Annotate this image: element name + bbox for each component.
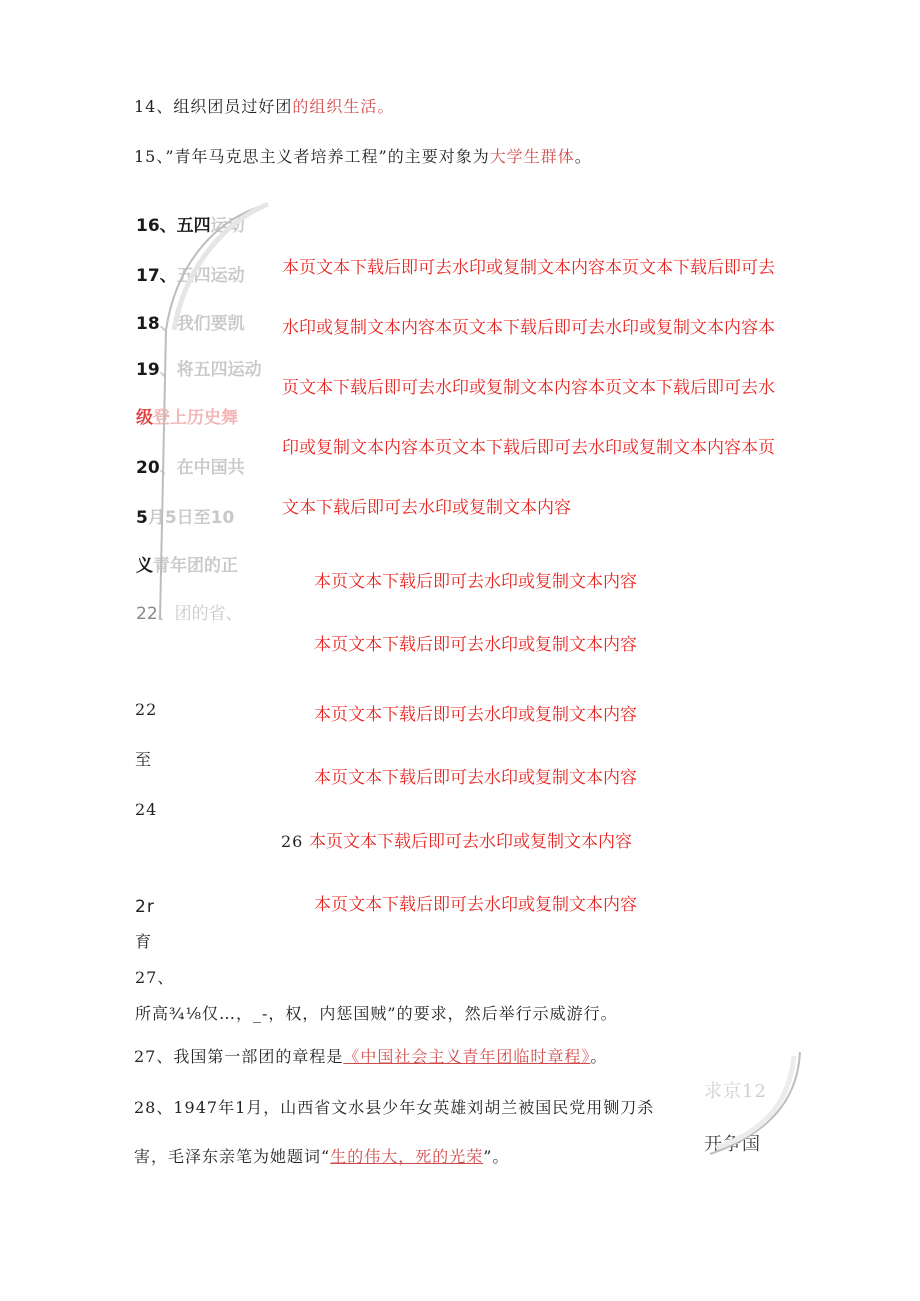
item-17-num: 17、	[136, 266, 177, 286]
item-18-num: 18	[136, 314, 160, 334]
item-27-charter-answer: 《中国社会主义青年团临时章程》	[343, 1047, 591, 1066]
item-19-rest: 、将五四运动	[159, 360, 262, 380]
item-18-rest: 、我们要凯	[159, 314, 245, 334]
item-14-answer: 的组织生活。	[292, 97, 395, 116]
item-15-text: 15、”青年马克思主义者培养工程”的主要对象为	[134, 147, 490, 166]
item-19b-num: 级	[136, 408, 153, 428]
item-28-line-2	[134, 1146, 509, 1168]
item-20b-rest: 月5日至10	[147, 508, 235, 528]
item-21-rest: 、团的省、	[157, 604, 243, 624]
item-22-label: 22	[135, 700, 158, 719]
item-14	[134, 96, 394, 118]
item-2r-label: 2r	[135, 897, 155, 917]
watermark-single-5: 本页文本下载后即可去水印或复制文本内容	[309, 832, 632, 852]
item-27-charter	[134, 1046, 607, 1068]
item-24-label: 24	[135, 800, 158, 819]
item-26-label: 26	[281, 832, 304, 851]
item-28-suffix: ”。	[483, 1147, 510, 1166]
item-27-charter-text: 27、我国第一部团的章程是	[134, 1047, 344, 1066]
item-27-label: 27、	[135, 968, 175, 987]
item-15-answer: 大学生群体	[489, 147, 575, 166]
watermark-single-6: 本页文本下载后即可去水印或复制文本内容	[314, 895, 637, 915]
item-27-continuation: 所高¾⅛仅…，_-，权，内惩国贼”的要求，然后举行示威游行。	[135, 1004, 618, 1023]
item-20c-num: 义	[136, 556, 153, 576]
item-20-rest: 、在中国共	[159, 458, 245, 478]
item-zhi-label: 至	[135, 750, 153, 769]
page-curl-right	[690, 1050, 810, 1160]
item-17-rest: 五四运动	[176, 266, 245, 286]
item-28-answer: 生的伟大，死的光荣	[330, 1147, 484, 1166]
watermark-single-1: 本页文本下载后即可去水印或复制文本内容	[314, 572, 637, 592]
watermark-line-2: 水印或复制文本内容本页文本下载后即可去水印或复制文本内容本	[282, 318, 775, 338]
right-fade-text-2: 开争国	[704, 1134, 761, 1155]
watermark-line-5: 文本下载后即可去水印或复制文本内容	[282, 498, 571, 518]
item-28-line-1: 28、1947年1月，山西省文水县少年女英雄刘胡兰被国民党用铡刀杀	[134, 1098, 655, 1117]
watermark-single-4: 本页文本下载后即可去水印或复制文本内容	[314, 768, 637, 788]
item-20c-rest: 青年团的正	[153, 556, 238, 576]
item-14-text: 14、组织团员过好团	[134, 97, 293, 116]
item-27-charter-suffix: 。	[590, 1047, 608, 1066]
watermark-single-2: 本页文本下载后即可去水印或复制文本内容	[314, 635, 637, 655]
item-19b-rest: 登上历史舞	[153, 408, 238, 428]
item-28-text: 害，毛泽东亲笔为她题词“	[134, 1147, 331, 1166]
item-19-num: 19	[136, 360, 160, 380]
item-15	[134, 146, 592, 168]
item-16-num: 16、五四	[136, 216, 211, 236]
watermark-line-3: 页文本下载后即可去水印或复制文本内容本页文本下载后即可去水	[282, 378, 775, 398]
watermark-line-1: 本页文本下载后即可去水印或复制文本内容本页文本下载后即可去	[282, 258, 775, 278]
watermark-single-3: 本页文本下载后即可去水印或复制文本内容	[314, 705, 637, 725]
right-fade-text-1: 求京12	[704, 1081, 767, 1102]
item-20-num: 20	[136, 458, 160, 478]
item-20b-num: 5	[136, 508, 148, 528]
item-21-num: 22	[136, 604, 158, 624]
item-yu-label: 育	[135, 932, 153, 951]
item-16-rest: 运动	[210, 216, 245, 236]
item-15-suffix: 。	[574, 147, 592, 166]
watermark-line-4: 印或复制文本内容本页文本下载后即可去水印或复制文本内容本页	[282, 438, 775, 458]
